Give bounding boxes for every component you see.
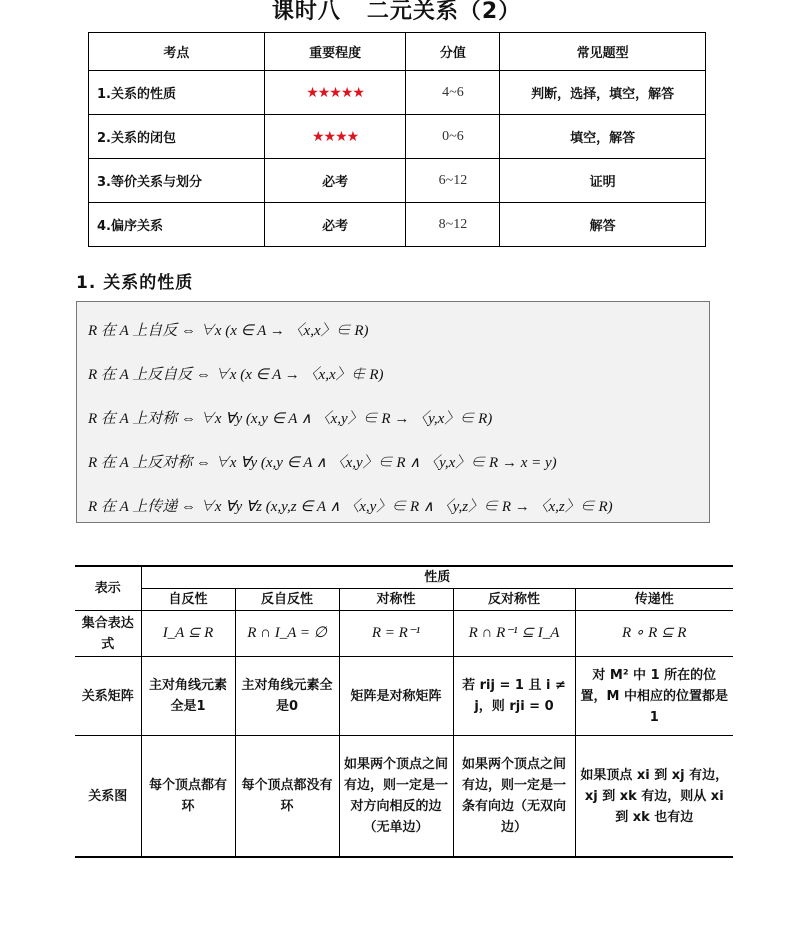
cell: R = R⁻¹ <box>339 611 453 657</box>
corner-cell: 表示 <box>75 566 141 611</box>
column-header: 对称性 <box>339 589 453 611</box>
properties-column-row <box>75 589 733 611</box>
score-cell: 6~12 <box>406 159 500 203</box>
importance-cell: 必考 <box>264 159 406 203</box>
table-row <box>75 736 733 858</box>
cell: 每个顶点都没有环 <box>235 736 339 858</box>
group-header: 性质 <box>141 566 733 589</box>
score-cell: 4~6 <box>406 71 500 115</box>
page-title: 课时八 二元关系（2） <box>271 0 522 24</box>
definition-irreflexive: R 在 A 上反自反 ⇔ ∀x (x ∈ A → 〈x,x〉∉ R) <box>88 367 384 383</box>
column-header: 传递性 <box>575 589 733 611</box>
table-row <box>75 657 733 736</box>
cell: 若 rij = 1 且 i ≠ j，则 rji = 0 <box>453 657 575 736</box>
importance-stars: ★★★★★ <box>264 71 406 115</box>
cell: R ∩ I_A = ∅ <box>235 611 339 657</box>
score-cell: 8~12 <box>406 203 500 247</box>
row-label: 关系图 <box>75 736 141 858</box>
definition-reflexive: R 在 A 上自反 ⇔ ∀x (x ∈ A → 〈x,x〉∈ R) <box>88 323 369 339</box>
properties-table <box>75 565 733 858</box>
column-header: 反对称性 <box>453 589 575 611</box>
types-cell: 证明 <box>500 159 706 203</box>
header-types: 常见题型 <box>500 33 706 71</box>
row-label: 关系矩阵 <box>75 657 141 736</box>
cell: I_A ⊆ R <box>141 611 235 657</box>
header-topic: 考点 <box>89 33 265 71</box>
types-cell: 填空，解答 <box>500 115 706 159</box>
properties-group-row <box>75 566 733 589</box>
table-row <box>89 71 706 115</box>
definition-transitive: R 在 A 上传递 ⇔ ∀x ∀y ∀z (x,y,z ∈ A ∧ 〈x,y〉∈ R ∧ 〈y,z〉∈ R → 〈x,z〉∈ R) <box>88 499 613 515</box>
header-importance: 重要程度 <box>264 33 406 71</box>
definition-symmetric: R 在 A 上对称 ⇔ ∀x ∀y (x,y ∈ A ∧ 〈x,y〉∈ R → 〈y,x〉∈ R) <box>88 411 493 427</box>
table-row <box>89 203 706 247</box>
header-score: 分值 <box>406 33 500 71</box>
cell: 每个顶点都有环 <box>141 736 235 858</box>
cell: 对 M² 中 1 所在的位置，M 中相应的位置都是 1 <box>575 657 733 736</box>
importance-stars: ★★★★ <box>264 115 406 159</box>
definitions-box <box>76 301 710 523</box>
topic-cell: 4.偏序关系 <box>89 203 265 247</box>
cell: 主对角线元素全是1 <box>141 657 235 736</box>
topic-cell: 1.关系的性质 <box>89 71 265 115</box>
definition-antisymmetric: R 在 A 上反对称 ⇔ ∀x ∀y (x,y ∈ A ∧ 〈x,y〉∈ R ∧ 〈y,x〉∈ R → x = y) <box>88 455 557 471</box>
table-row <box>75 611 733 657</box>
cell: 如果两个顶点之间有边，则一定是一条有向边（无双向边） <box>453 736 575 858</box>
table-row <box>89 159 706 203</box>
cell: 矩阵是对称矩阵 <box>339 657 453 736</box>
cell: R ∩ R⁻¹ ⊆ I_A <box>453 611 575 657</box>
types-cell: 判断，选择，填空，解答 <box>500 71 706 115</box>
column-header: 自反性 <box>141 589 235 611</box>
section-heading: 1. 关系的性质 <box>76 273 194 293</box>
topic-cell: 3.等价关系与划分 <box>89 159 265 203</box>
importance-cell: 必考 <box>264 203 406 247</box>
row-label: 集合表达式 <box>75 611 141 657</box>
topic-cell: 2.关系的闭包 <box>89 115 265 159</box>
cell: 主对角线元素全是0 <box>235 657 339 736</box>
cell: R ∘ R ⊆ R <box>575 611 733 657</box>
types-cell: 解答 <box>500 203 706 247</box>
overview-header-row <box>89 33 706 71</box>
column-header: 反自反性 <box>235 589 339 611</box>
overview-table <box>88 32 706 247</box>
table-row <box>89 115 706 159</box>
cell: 如果顶点 xi 到 xj 有边，xj 到 xk 有边，则从 xi 到 xk 也有边 <box>575 736 733 858</box>
cell: 如果两个顶点之间有边，则一定是一对方向相反的边（无单边） <box>339 736 453 858</box>
score-cell: 0~6 <box>406 115 500 159</box>
